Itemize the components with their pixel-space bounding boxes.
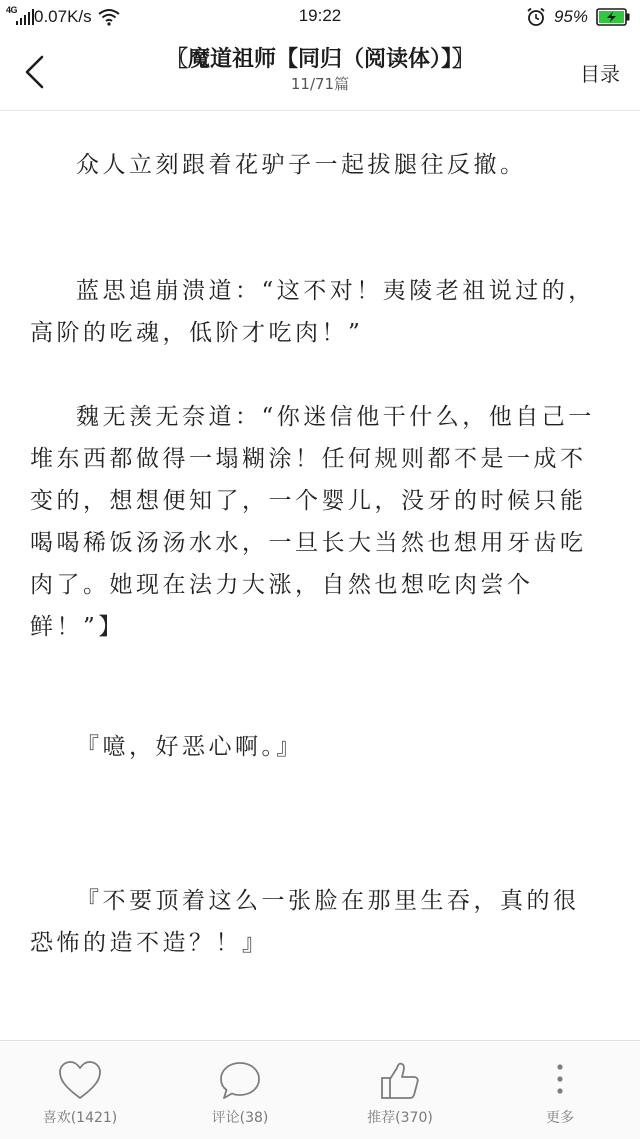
paragraph-5: 『不要顶着这么一张脸在那里生吞，真的很恐怖的造不造？！』 bbox=[30, 888, 580, 956]
toc-button[interactable]: 目录 bbox=[580, 62, 620, 86]
chevron-left-icon[interactable] bbox=[22, 54, 46, 90]
chapter-progress: 11/71篇 bbox=[290, 75, 350, 93]
status-bar bbox=[0, 0, 640, 34]
paragraph-3: 魏无羡无奈道：“你迷信他干什么，他自己一堆东西都做得一塌糊涂！任何规则都不是一成不变的，想想便知了，一个婴儿，没牙的时候只能喝喝稀饭汤汤水水，一旦长大当然也想用牙齿吃肉了。她现在法力大涨，自然也想吃肉尝个鲜！”】 bbox=[30, 404, 595, 640]
battery-percent: 95% bbox=[553, 7, 588, 26]
more-button[interactable] bbox=[480, 1041, 640, 1139]
more-vertical-icon bbox=[537, 1059, 583, 1103]
network-type: 4G bbox=[6, 5, 18, 15]
recommend-button[interactable] bbox=[320, 1041, 480, 1139]
comment-icon bbox=[217, 1059, 263, 1103]
paragraph-2: 蓝思追崩溃道：“这不对！夷陵老祖说过的，高阶的吃魂，低阶才吃肉！” bbox=[30, 278, 595, 346]
like-label: 喜欢(1421) bbox=[42, 1110, 118, 1126]
thumbs-up-icon bbox=[377, 1059, 423, 1103]
book-title: 〖魔道祖师【同归（阅读体）】〗 bbox=[165, 46, 474, 72]
heart-icon bbox=[57, 1059, 103, 1103]
status-time: 19:22 bbox=[298, 6, 342, 25]
comment-label: 评论(38) bbox=[211, 1110, 269, 1126]
status-right bbox=[526, 6, 630, 28]
comment-button[interactable] bbox=[160, 1041, 320, 1139]
more-label: 更多 bbox=[546, 1110, 574, 1126]
net-speed: 0.07K/s bbox=[34, 7, 92, 26]
like-button[interactable] bbox=[0, 1041, 160, 1139]
title-block bbox=[100, 44, 540, 94]
battery-charging-icon bbox=[596, 8, 630, 26]
paragraph-4: 『噫，好恶心啊。』 bbox=[76, 734, 303, 760]
reader-header bbox=[0, 34, 640, 111]
paragraph-1: 众人立刻跟着花驴子一起拔腿往反撤。 bbox=[76, 152, 527, 178]
recommend-label: 推荐(370) bbox=[367, 1110, 433, 1126]
bottom-action-bar bbox=[0, 1040, 640, 1139]
alarm-icon bbox=[526, 7, 546, 27]
